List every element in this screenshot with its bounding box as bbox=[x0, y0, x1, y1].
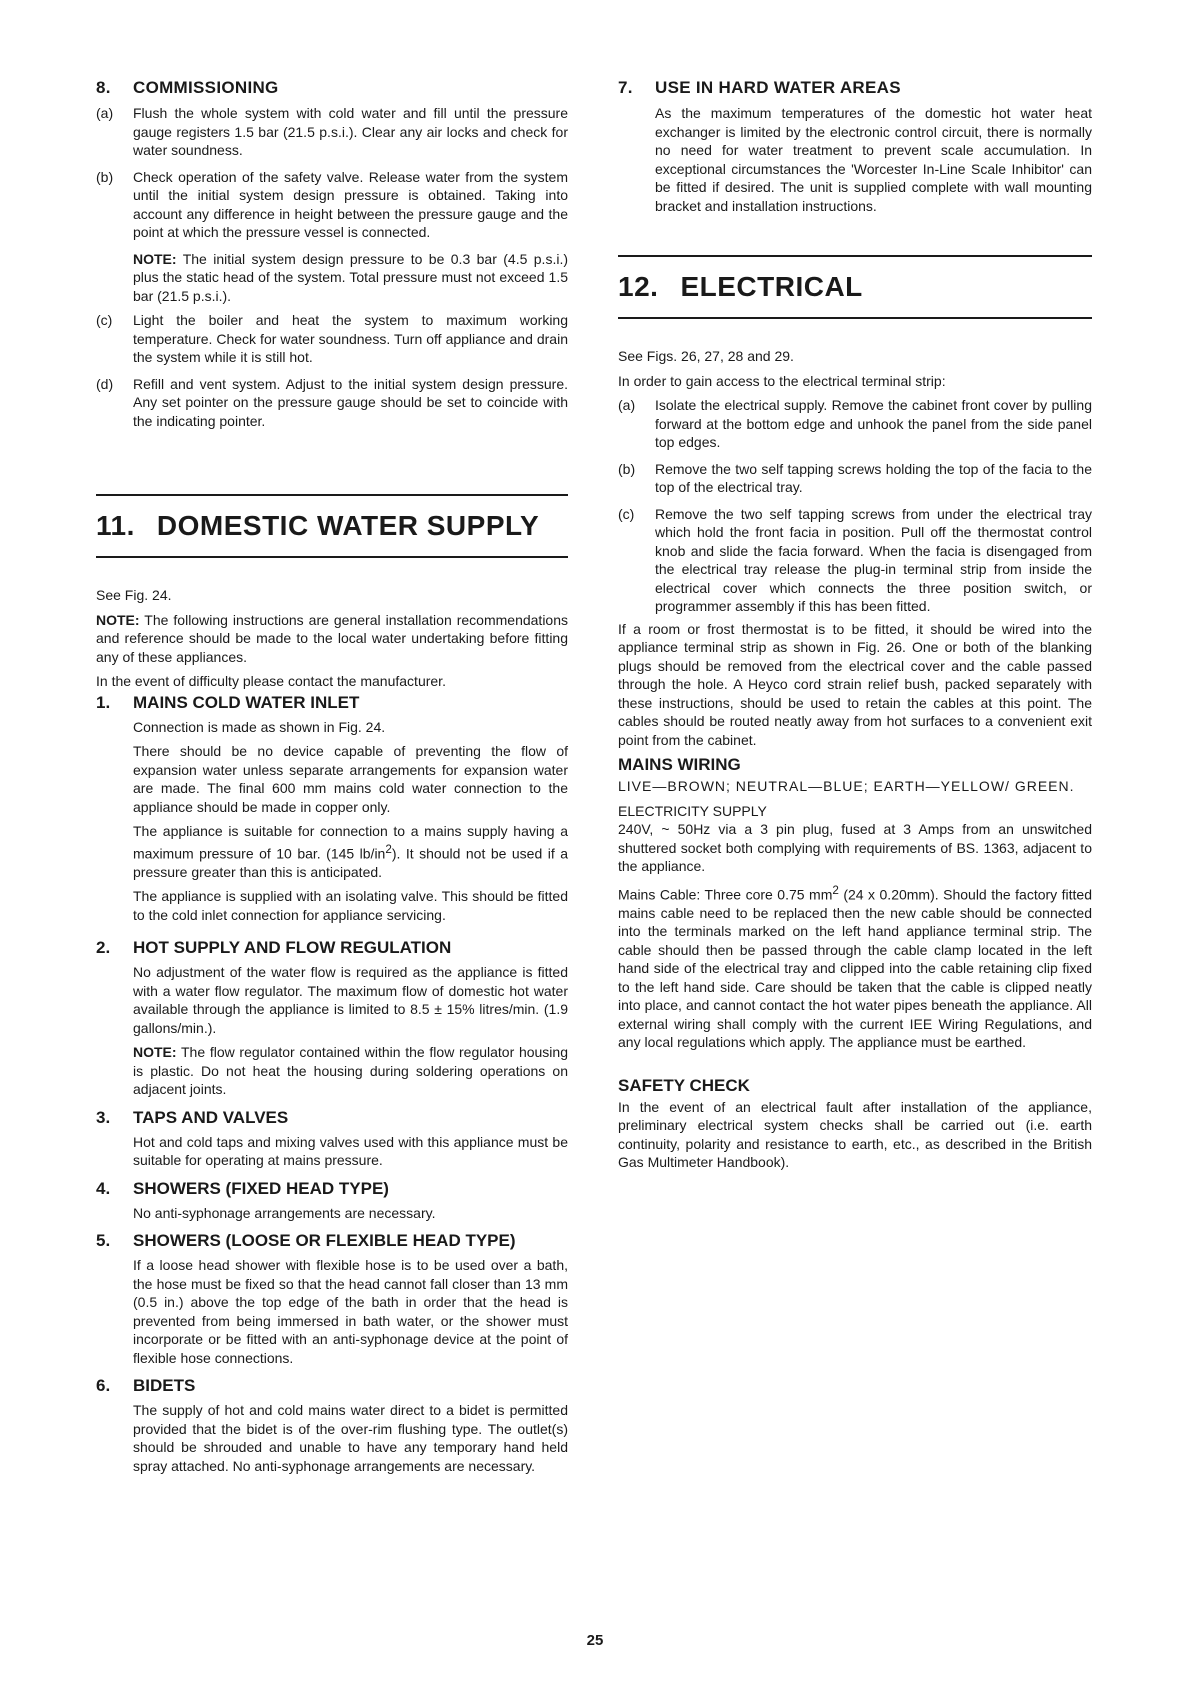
mains-cable-pre: Mains Cable: Three core 0.75 mm bbox=[618, 886, 833, 903]
section-number: 8. bbox=[96, 78, 111, 97]
item-label: (d) bbox=[96, 375, 114, 392]
section-title: USE IN HARD WATER AREAS bbox=[655, 78, 901, 97]
electrical-item-b bbox=[618, 460, 1092, 497]
subsection-title: HOT SUPPLY AND FLOW REGULATION bbox=[133, 938, 452, 958]
electricity-supply-heading: ELECTRICITY SUPPLY bbox=[618, 802, 767, 819]
safety-check-text: In the event of an electrical fault after installation of the appliance, preliminary electrical system checks shall be carried out (i.e. earth continuity, polarity and resistance to earth, etc., as described in the British Gas Multimeter Handbook). bbox=[618, 1098, 1092, 1171]
mains-cable-text bbox=[618, 882, 1092, 1052]
item-text: Refill and vent system. Adjust to the initial system design pressure. Any set pointer on the pressure gauge should be set to coincide with the indicating pointer. bbox=[133, 375, 568, 429]
page-number: 25 bbox=[586, 1632, 604, 1649]
item-text: Isolate the electrical supply. Remove the cabinet front cover by pulling forward at the bottom edge and unhook the panel from the side panel top edges. bbox=[655, 397, 1092, 450]
section-number: 7. bbox=[618, 78, 633, 97]
section-divider-top bbox=[96, 494, 568, 496]
section-number: 12. bbox=[618, 271, 659, 302]
commissioning-note bbox=[133, 250, 568, 306]
s6-para-1: The supply of hot and cold mains water direct to a bidet is permitted provided that the bidet is of the over-rim flushing type. The outlet(s) should be shrouded and unable to have any temporary hand held spray attached. No anti-syphonage arrangements are necessary. bbox=[133, 1402, 568, 1474]
subsection-3-heading bbox=[96, 1108, 568, 1128]
commissioning-heading bbox=[96, 78, 568, 98]
see-figs: See Figs. 26, 27, 28 and 29. bbox=[618, 348, 794, 364]
commissioning-item-d bbox=[96, 375, 568, 431]
subsection-number: 5. bbox=[96, 1231, 111, 1251]
see-fig: See Fig. 24. bbox=[96, 587, 172, 603]
subsection-4-heading bbox=[96, 1179, 568, 1199]
subsection-number: 1. bbox=[96, 692, 111, 712]
mains-wiring-heading: MAINS WIRING bbox=[618, 755, 741, 774]
domestic-water-supply-heading bbox=[96, 510, 568, 542]
note-text: The following instructions are general installation recommendations and reference should be made to the local water undertaking before fitting any of these appliances. bbox=[96, 611, 568, 665]
s2-para-1: No adjustment of the water flow is required as the appliance is fitted with a water flow regulator. The maximum flow of domestic hot water available through the appliance is limited to 8.5 ± 15% litres/min. (1.9 gallons/min.). bbox=[133, 964, 568, 1036]
section-divider-top bbox=[618, 255, 1092, 257]
section-number: 11. bbox=[96, 510, 135, 541]
superscript: 2 bbox=[385, 842, 392, 856]
subsection-title: TAPS AND VALVES bbox=[133, 1107, 289, 1127]
note-label: NOTE: bbox=[96, 611, 140, 628]
item-label: (a) bbox=[618, 397, 636, 413]
section-title: COMMISSIONING bbox=[133, 78, 279, 97]
s1-para-3 bbox=[133, 822, 568, 881]
s2-note bbox=[133, 1043, 568, 1099]
item-label: (b) bbox=[96, 168, 114, 185]
subsection-number: 2. bbox=[96, 938, 111, 958]
item-label: (a) bbox=[96, 105, 114, 121]
hard-water-text: As the maximum temperatures of the domestic hot water heat exchanger is limited by the electronic control circuit, there is normally no need for water treatment to prevent scale accumulation. In exceptional circumstances the 'Worcester In-Line Scale Inhibitor' can be fitted if desired. The unit is supplied complete with wall mounting bracket and installation instructions. bbox=[655, 105, 1092, 214]
s1-para-4: The appliance is supplied with an isolating valve. This should be fitted to the cold inlet connection for appliance servicing. bbox=[133, 888, 568, 923]
dws-note bbox=[96, 611, 568, 667]
item-text: Check operation of the safety valve. Release water from the system until the initial system design pressure is obtained. Taking into account any difference in height between the pressure gauge and the point at which the pressure vessel is connected. bbox=[133, 168, 568, 240]
s1-para-3-pre: The appliance is suitable for connection to a mains supply having a maximum pressure of 10 bar. (145 lb/in bbox=[133, 823, 568, 862]
wiring-colours: LIVE—BROWN; NEUTRAL—BLUE; EARTH—YELLOW/ GREEN. bbox=[618, 778, 1075, 794]
commissioning-item-b bbox=[96, 168, 568, 242]
s5-para-1: If a loose head shower with flexible hose is to be used over a bath, the hose must be fixed so that the head cannot fall closer than 13 mm (0.5 in.) above the top edge of the bath in order that the head is prevented from being immersed in bath water, or the shower must incorporate or be fitted with an anti-syphonage device at the point of flexible hose connections. bbox=[133, 1257, 568, 1366]
electrical-heading bbox=[618, 271, 1092, 303]
subsection-1-heading bbox=[96, 693, 568, 713]
subsection-2-heading bbox=[96, 938, 568, 958]
s1-para-3-post: ). It should not be used if a pressure greater than this is anticipated. bbox=[133, 845, 569, 880]
electrical-item-a bbox=[618, 396, 1092, 452]
subsection-6-heading bbox=[96, 1376, 568, 1396]
electrical-item-c bbox=[618, 505, 1092, 616]
section-title: DOMESTIC WATER SUPPLY bbox=[156, 510, 540, 541]
s1-para-1: Connection is made as shown in Fig. 24. bbox=[133, 718, 386, 735]
section-title: ELECTRICAL bbox=[680, 271, 863, 302]
superscript: 2 bbox=[832, 883, 839, 897]
s3-para-1: Hot and cold taps and mixing valves used with this appliance must be suitable for operating at mains pressure. bbox=[133, 1133, 568, 1169]
electrical-intro: In order to gain access to the electrical terminal strip: bbox=[618, 372, 946, 389]
electricity-supply-text: 240V, ~ 50Hz via a 3 pin plug, fused at 3 Amps from an unswitched shuttered socket both complying with requirements of BS. 1363, adjacent to the appliance. bbox=[618, 821, 1092, 874]
section-divider-bottom bbox=[618, 317, 1092, 319]
note-label: NOTE: bbox=[133, 1044, 177, 1061]
item-label: (c) bbox=[618, 505, 635, 522]
item-label: (b) bbox=[618, 460, 636, 477]
left-column bbox=[96, 78, 568, 1481]
subsection-title: BIDETS bbox=[133, 1376, 196, 1396]
hard-water-heading bbox=[618, 78, 1092, 98]
item-text: Light the boiler and heat the system to maximum working temperature. Check for water soundness. Turn off appliance and drain the system while it is still hot. bbox=[133, 312, 568, 365]
subsection-title: SHOWERS (FIXED HEAD TYPE) bbox=[133, 1178, 389, 1198]
subsection-5-heading bbox=[96, 1231, 568, 1251]
s4-para-1: No anti-syphonage arrangements are necessary. bbox=[133, 1204, 436, 1221]
subsection-number: 3. bbox=[96, 1107, 111, 1127]
subsection-title: SHOWERS (LOOSE OR FLEXIBLE HEAD TYPE) bbox=[133, 1231, 516, 1251]
item-label: (c) bbox=[96, 312, 113, 328]
right-column bbox=[618, 78, 1092, 1178]
subsection-number: 6. bbox=[96, 1376, 111, 1396]
commissioning-item-c bbox=[96, 311, 568, 367]
room-thermostat-text: If a room or frost thermostat is to be fitted, it should be wired into the appliance terminal strip as shown in Fig. 26. One or both of the blanking plugs should be removed from the electrical cover and the cable passed through the hole. A Heyco cord strain relief bush, packed separately with these instructions, should be used to retain the cables at this point. The cables should be routed neatly away from hot surfaces to a convenient exit point from the cabinet. bbox=[618, 620, 1092, 748]
note-text: The flow regulator contained within the flow regulator housing is plastic. Do not heat the housing during soldering operations on adjacent joints. bbox=[133, 1044, 568, 1098]
item-text: Remove the two self tapping screws from under the electrical tray which hold the front facia in position. Pull off the thermostat control knob and slide the facia forward. When the facia is disengaged from the electrical tray release the plug-in terminal strip from inside the electrical cover which connects the three position switch, or programmer assembly if this has been fitted. bbox=[655, 505, 1092, 614]
subsection-title: MAINS COLD WATER INLET bbox=[133, 692, 360, 712]
commissioning-item-a bbox=[96, 104, 568, 160]
mains-cable-post: (24 x 0.20mm). Should the factory fitted mains cable need to be replaced then the new cable should be connected into the terminals marked on the left hand appliance terminal strip. The cable should then be passed through the cable clamp located in the left hand side of the electrical tray and clipped into the cable retaining clip fixed to the left hand side. Care should be taken that the cable is clipped neatly into place, and cannot contact the hot water pipes beneath the appliance. All external wiring shall comply with the current IEE Wiring Regulations, and any local regulations which apply. The appliance must be earthed. bbox=[618, 886, 1092, 1051]
safety-check-heading: SAFETY CHECK bbox=[618, 1075, 750, 1095]
note-label: NOTE: bbox=[133, 250, 177, 267]
s1-para-2: There should be no device capable of preventing the flow of expansion water unless separate arrangements for expansion water are made. The final 600 mm mains cold water connection to the appliance should be made in copper only. bbox=[133, 743, 568, 815]
item-text: Remove the two self tapping screws holding the top of the facia to the top of the electrical tray. bbox=[655, 460, 1092, 495]
note-text: The initial system design pressure to be 0.3 bar (4.5 p.s.i.) plus the static head of the system. Total pressure must not exceed 1.5 bar (21.5 p.s.i.). bbox=[133, 250, 568, 304]
subsection-number: 4. bbox=[96, 1178, 111, 1198]
difficulty-text: In the event of difficulty please contact the manufacturer. bbox=[96, 673, 446, 689]
section-divider-bottom bbox=[96, 556, 568, 558]
item-text: Flush the whole system with cold water and fill until the pressure gauge registers 1.5 bar (21.5 p.s.i.). Clear any air locks and check for water soundness. bbox=[133, 105, 568, 158]
